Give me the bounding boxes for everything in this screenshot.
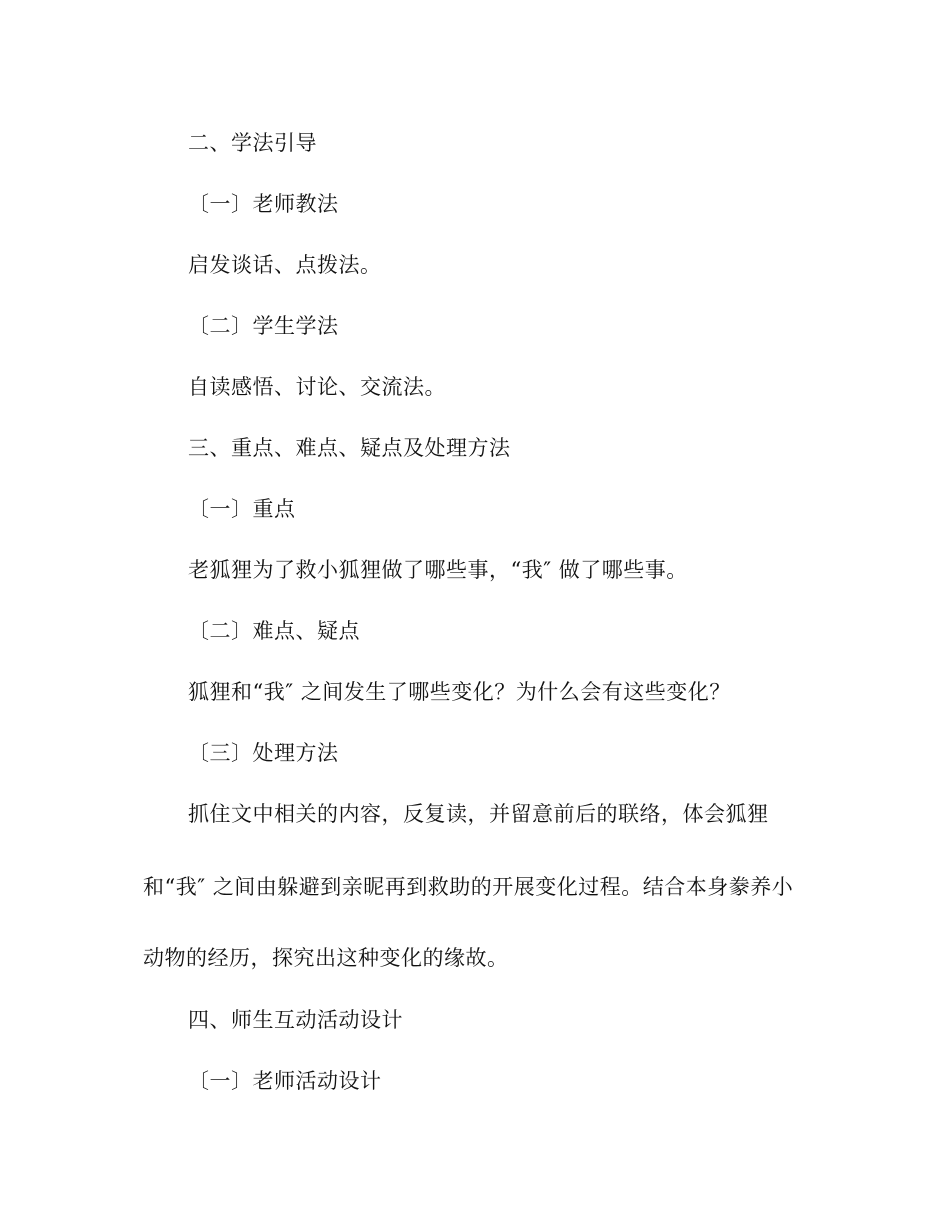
- heading-key-points: 三、重点、难点、疑点及处理方法: [188, 436, 511, 460]
- subheading-handling-method: 〔三〕处理方法: [188, 741, 339, 765]
- paragraph-student-method: 自读感悟、讨论、交流法。: [188, 375, 446, 399]
- paragraph-difficulties: 狐狸和“我″ 之间发生了哪些变化？为什么会有这些变化？: [188, 680, 731, 704]
- subheading-teacher-activity: 〔一〕老师活动设计: [188, 1069, 382, 1093]
- heading-study-method-guidance: 二、学法引导: [188, 131, 317, 155]
- paragraph-handling-method-line-1: 抓住文中相关的内容，反复读，并留意前后的联络，体会狐狸: [188, 802, 769, 826]
- subheading-student-method: 〔二〕学生学法: [188, 314, 339, 338]
- heading-interaction-design: 四、师生互动活动设计: [188, 1008, 403, 1032]
- paragraph-handling-method-line-3: 动物的经历，探究出这种变化的缘故。: [143, 946, 509, 970]
- paragraph-teacher-method: 启发谈话、点拨法。: [188, 253, 382, 277]
- subheading-key-point: 〔一〕重点: [188, 497, 296, 521]
- subheading-teacher-method: 〔一〕老师教法: [188, 192, 339, 216]
- paragraph-handling-method-line-2: 和“我″ 之间由躲避到亲昵再到救助的开展变化过程。结合本身豢养小: [143, 875, 794, 899]
- subheading-difficulties: 〔二〕难点、疑点: [188, 619, 360, 643]
- paragraph-key-point: 老狐狸为了救小狐狸做了哪些事，“我″ 做了哪些事。: [188, 558, 688, 582]
